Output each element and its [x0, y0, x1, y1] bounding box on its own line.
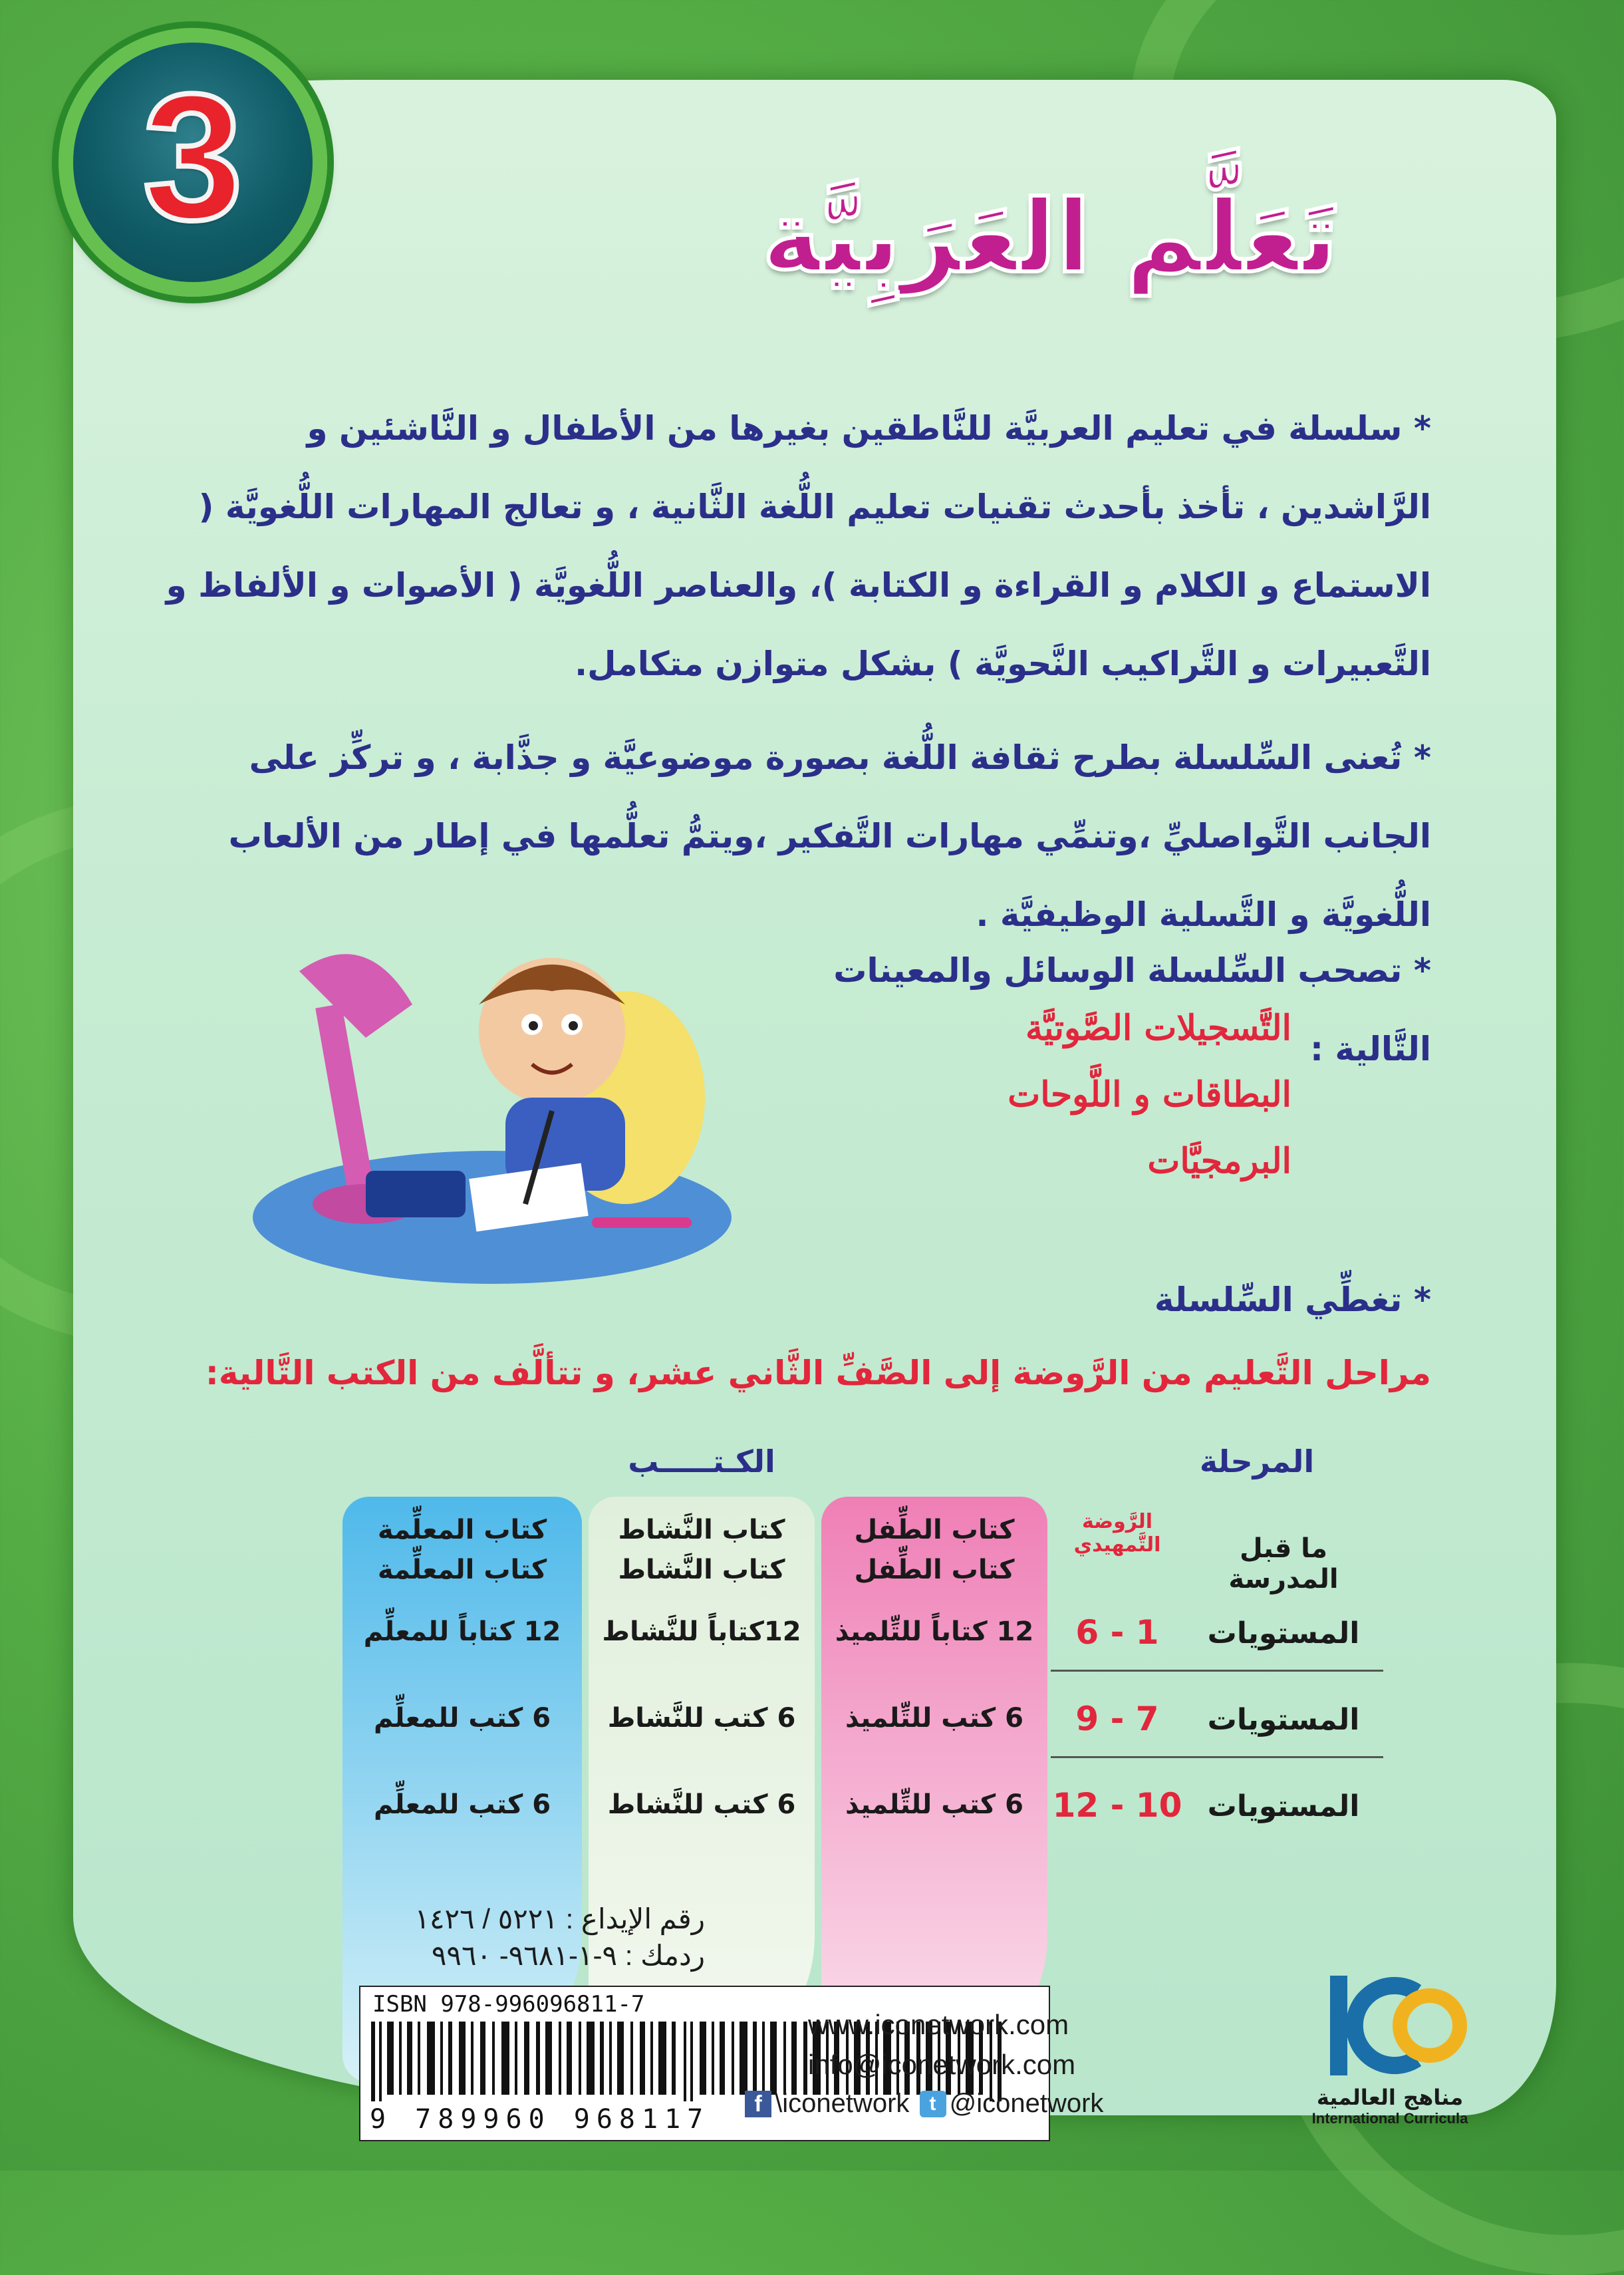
book-title: تَعَلَّم العَرَبِيَّة: [761, 180, 1338, 295]
row-student-book: 12 كتاباً للتِّلميذ: [835, 1616, 1034, 1647]
publisher-name-english: International Curricula: [1311, 2110, 1468, 2127]
row-level: 7 - 9: [1075, 1700, 1159, 1738]
twitter-handle[interactable]: @iconetwork: [949, 2089, 1104, 2118]
coverage-text: مراحل التَّعليم من الرَّوضة إلى الصَّفِّ الثَّاني عشر، و تتألَّف من الكتب التَّالية:: [205, 1354, 1431, 1392]
aid-item: البرمجيَّات: [1147, 1141, 1291, 1181]
level-number: 3: [142, 57, 243, 257]
row-activity-book: كتاب النَّشاط كتاب النَّشاط: [618, 1515, 785, 1585]
row-level: 1 - 6: [1075, 1613, 1159, 1652]
row-teacher-book: 12 كتاباً للمعلِّم: [363, 1616, 561, 1647]
table-head-stage: المرحلة: [1199, 1443, 1315, 1479]
table-head-books: الكـتـــــب: [628, 1443, 775, 1479]
aids-intro: * تصحب السِّلسلة الوسائل والمعينات التَّالية :: [833, 951, 1431, 1068]
coverage-title: * تغطِّي السِّلسلة: [1154, 1281, 1431, 1319]
publisher-name-arabic: مناهج العالمية: [1316, 2085, 1464, 2110]
culture-paragraph: * تُعنى السِّلسلة بطرح ثقافة اللُّغة بصورة موضوعيَّة و جذَّابة ، و تركِّز على الجانب التَّواصليِّ ،وتنمِّي مهارات التَّفكير ،ويتمُّ تعلُّمها في إطار من الألعاب اللُّغويَّة و التَّسلية الوظيفيَّة .: [228, 738, 1431, 934]
row-activity-book: 6 كتب للنَّشاط: [607, 1703, 796, 1734]
email-link[interactable]: info@iconetwork.com: [808, 2049, 1076, 2080]
facebook-icon[interactable]: f: [745, 2091, 771, 2117]
barcode-digits: 9 789960 968117: [370, 2104, 710, 2135]
isbn-arabic: ردمك : ٩-١-٩٦٨١- ٩٩٦٠: [431, 1940, 705, 1971]
row-teacher-book: 6 كتب للمعلِّم: [373, 1703, 551, 1734]
isbn-label: ISBN 978-996096811-7: [372, 1991, 645, 2018]
row-student-book: 6 كتب للتِّلميذ: [845, 1703, 1023, 1734]
row-stage: ما قبل المدرسة: [1228, 1533, 1339, 1594]
row-teacher-book: 6 كتب للمعلِّم: [373, 1789, 551, 1820]
social-row: [745, 2089, 1103, 2129]
row-student-book: كتاب الطِّفل كتاب الطِّفل: [854, 1515, 1015, 1585]
row-level: الرَّوضة التَّمهيدي: [1073, 1510, 1161, 1557]
row-student-book: 6 كتب للتِّلميذ: [845, 1789, 1023, 1820]
level-badge: [59, 28, 327, 297]
row-level: 10 - 12: [1052, 1786, 1182, 1825]
row-separator: [1051, 1670, 1383, 1672]
deposit-number: رقم الإيداع : ٥٢٢١ / ١٤٢٦: [414, 1903, 705, 1934]
facebook-handle[interactable]: \iconetwork: [775, 2089, 910, 2118]
row-activity-book: 12كتاباً للنَّشاط: [602, 1616, 801, 1647]
intro-paragraph: * سلسلة في تعليم العربيَّة للنَّاطقين بغيرها من الأطفال و النَّاشئين و الرَّاشدين ، تأخذ بأحدث تقنيات تعليم اللُّغة الثَّانية ، و تعالج المهارات اللُّغويَّة ( الاستماع و الكلام و القراءة و الكتابة )، والعناصر اللُّغويَّة ( الأصوات و الألفاظ و التَّعبيرات و التَّراكيب النَّحويَّة ) بشكل متوازن متكامل.: [166, 409, 1431, 683]
row-stage: المستويات: [1207, 1616, 1360, 1650]
row-activity-book: 6 كتب للنَّشاط: [607, 1789, 796, 1820]
ico-logo-icon: [1303, 1969, 1476, 2082]
aid-item: التَّسجيلات الصَّوتيَّة: [1025, 1008, 1291, 1048]
row-separator: [1051, 1756, 1383, 1758]
aid-item: البطاقات و اللَّوحات: [1008, 1074, 1291, 1115]
row-stage: المستويات: [1207, 1703, 1360, 1737]
row-teacher-book: كتاب المعلِّمة كتاب المعلِّمة: [377, 1515, 547, 1585]
publisher-logo: [1303, 1969, 1476, 2149]
boy-at-desk-illustration: [253, 925, 758, 1297]
website-link[interactable]: www.iconetwork.com: [808, 2009, 1069, 2040]
twitter-icon[interactable]: t: [920, 2091, 946, 2117]
row-stage: المستويات: [1207, 1789, 1360, 1823]
